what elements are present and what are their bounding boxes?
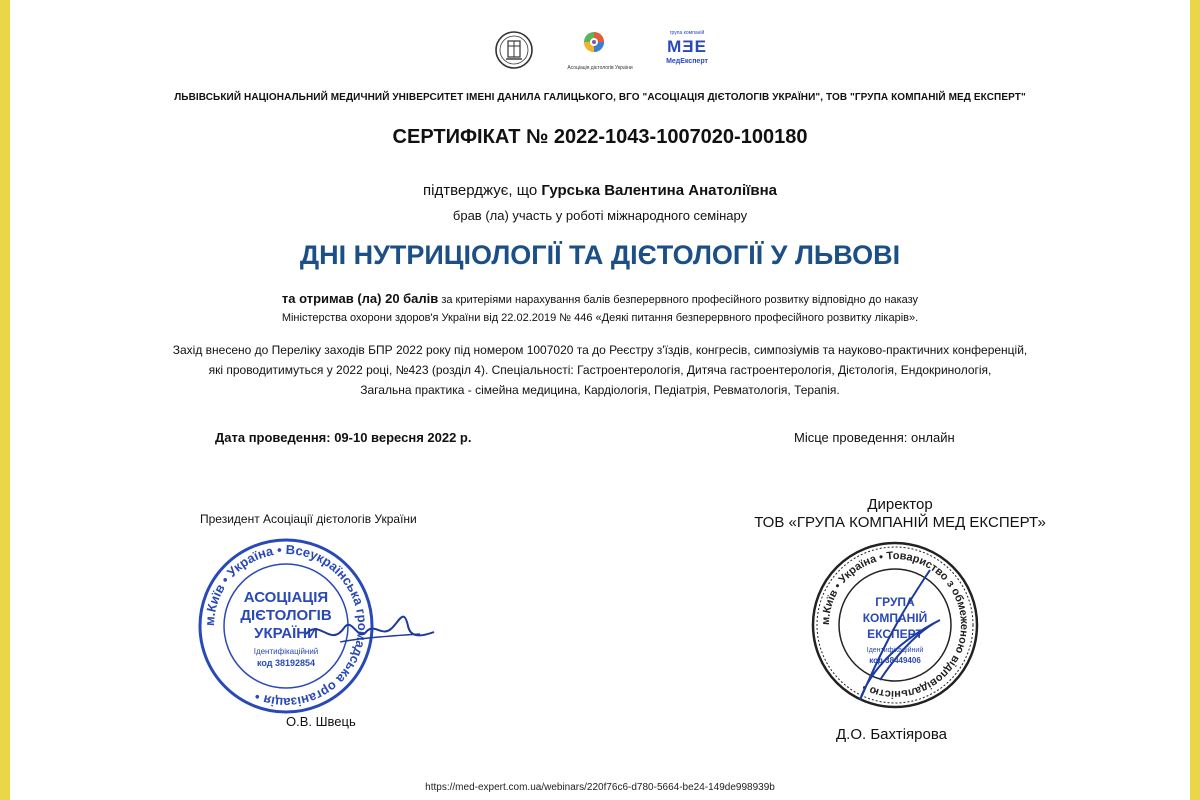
association-stamp-center-1: АСОЦІАЦІЯ: [243, 589, 329, 606]
organizers-line: ЛЬВІВСЬКИЙ НАЦІОНАЛЬНИЙ МЕДИЧНИЙ УНІВЕРСИТЕТ ІМЕНІ ДАНИЛА ГАЛИЦЬКОГО, ВГО "АСОЦІАЦІЯ ДІЄТОЛОГІВ УКРАЇНИ", ТОВ "ГРУПА КОМПАНІЙ МЕД ЕКСПЕРТ": [174, 92, 1026, 103]
left-handwritten-signature: [300, 598, 440, 658]
right-signatory-title: Директор: [867, 496, 933, 513]
university-crest-icon: [494, 30, 534, 70]
points-paragraph: [10, 290, 1190, 327]
left-signatory-name: О.В. Швець: [286, 714, 356, 729]
register-line-2: які проводитимуться у 2022 році, №423 (розділ 4). Спеціальності: Гастроентерологія, Дитяча гастроентерологія, Дієтологія, Ендокринологія,: [208, 363, 992, 377]
logo-row: [10, 30, 1190, 76]
right-signatory-name: Д.О. Бахтіярова: [836, 726, 947, 743]
recipient-name: Гурська Валентина Анатоліївна: [541, 182, 777, 199]
points-line-2: Міністерства охорони здоров'я України від 22.02.2019 № 446 «Деякі питання безперервного професійного розвитку лікарів».: [281, 312, 919, 324]
participation-line: брав (ла) участь у роботі міжнародного семінару: [452, 208, 748, 223]
med-expert-logo-name: МедЕксперт: [666, 58, 708, 65]
certificate-title: СЕРТИФІКАТ № 2022-1043-1007020-100180: [392, 126, 808, 148]
points-bold: та отримав (ла) 20 балів: [281, 291, 439, 306]
association-stamp-center-3: УКРАЇНИ: [254, 625, 318, 642]
med-expert-logo: [662, 30, 712, 74]
association-stamp-code: код 38192854: [256, 658, 316, 668]
med-expert-logo-mark: MƎE: [667, 37, 707, 56]
med-expert-logo-top: група компаній: [669, 30, 705, 36]
certificate-sheet: [10, 0, 1190, 800]
right-signatory-role: [740, 496, 1060, 532]
register-line-3: Загальна практика - сімейна медицина, Кардіологія, Педіатрія, Ревматологія, Терапія.: [360, 383, 840, 397]
points-line-1-rest: за критеріями нарахування балів безперервного професійного розвитку відповідно до наказу: [438, 294, 919, 306]
right-signatory-company: ТОВ «ГРУПА КОМПАНІЙ МЕД ЕКСПЕРТ»: [754, 514, 1046, 531]
association-stamp-code-label: Ідентифікаційний: [253, 647, 319, 656]
verification-url[interactable]: https://med-expert.com.ua/webinars/220f76c6-d780-5664-be24-149de998939b: [425, 782, 775, 793]
event-date: Дата проведення: 09-10 вересня 2022 р.: [215, 430, 472, 445]
points-line-1: [10, 290, 1190, 309]
register-paragraph: [10, 340, 1190, 400]
med-expert-stamp-center-2: КОМПАНІЙ: [862, 611, 928, 625]
register-line-1: Захід внесено до Переліку заходів БПР 2022 року під номером 1007020 та до Реєстру з'їздів, конгресів, симпозіумів та науково-практичних конференцій,: [172, 343, 1028, 357]
med-expert-stamp-code: код 38449406: [869, 656, 921, 665]
med-expert-stamp-center-3: ЕКСПЕРТ: [867, 627, 923, 641]
association-logo: [560, 30, 640, 74]
med-expert-stamp-ring-text: м.Київ • Україна • Товариство з обмеженою відповідальністю •: [819, 549, 971, 701]
med-expert-stamp-center-1: ГРУПА: [875, 595, 915, 609]
left-signatory-role: Президент Асоціації дієтологів України: [200, 512, 417, 526]
association-stamp-ring-text: м.Київ • Україна • Всеукраїнська громадська організація •: [201, 541, 371, 711]
event-place: Місце проведення: онлайн: [794, 430, 955, 445]
confirm-prefix: підтверджує, що: [423, 182, 542, 199]
event-title: ДНІ НУТРИЦІОЛОГІЇ ТА ДІЄТОЛОГІЇ У ЛЬВОВІ: [299, 240, 901, 270]
association-stamp-center-2: ДІЄТОЛОГІВ: [240, 607, 332, 624]
med-expert-stamp-code-label: Ідентифікаційний: [866, 647, 924, 654]
association-emblem-icon: [560, 30, 640, 60]
confirm-line: [10, 182, 1190, 199]
association-logo-caption: Асоціація дієтологів України: [567, 65, 633, 71]
right-handwritten-signature: [830, 560, 950, 710]
